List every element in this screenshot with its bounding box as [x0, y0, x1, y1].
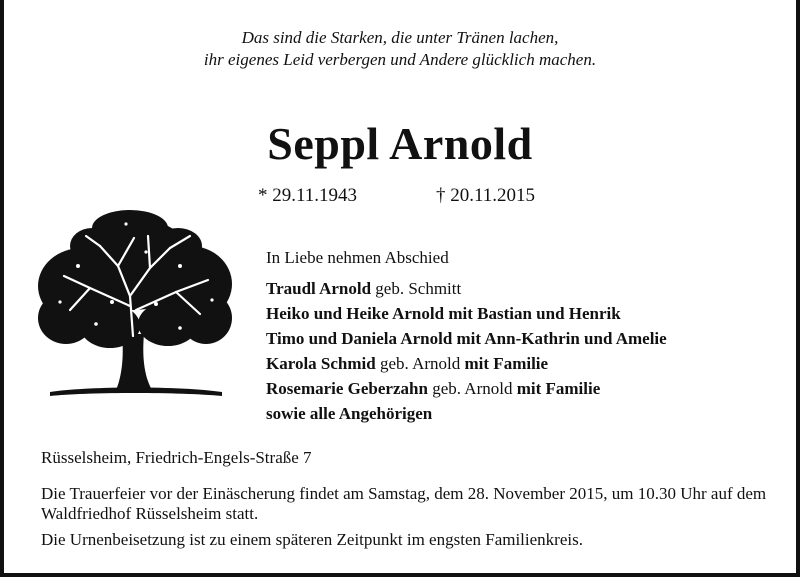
mourner-row: [266, 351, 667, 376]
mourner-row: [266, 326, 667, 351]
mourner-row: [266, 376, 667, 401]
birth-date: * 29.11.1943: [258, 185, 358, 206]
mourner-name: sowie alle Angehörigen: [266, 404, 433, 423]
mourner-extra: mit Familie: [516, 379, 601, 398]
mourner-name: Heiko und Heike Arnold mit Bastian und Henrik: [266, 304, 621, 323]
tree-illustration-icon: [30, 206, 236, 400]
farewell-intro: In Liebe nehmen Abschied: [266, 248, 449, 267]
funeral-notice-service: Die Trauerfeier vor der Einäscherung findet am Samstag, dem 28. November 2015, um 10.30 Uhr auf dem Waldfriedhof Rüsselsheim statt.: [41, 484, 767, 523]
mourner-extra: mit Familie: [464, 354, 549, 373]
mourner-row: [266, 401, 667, 426]
poem-line-2: ihr eigenes Leid verbergen und Andere glücklich machen.: [203, 50, 597, 69]
mourners-list: [266, 276, 667, 426]
address: Rüsselsheim, Friedrich-Engels-Straße 7: [41, 448, 312, 467]
mourner-name: Traudl Arnold: [266, 279, 372, 298]
mourner-suffix: geb. Schmitt: [371, 279, 462, 298]
poem-line-1: Das sind die Starken, die unter Tränen lachen,: [241, 28, 559, 47]
poem: [0, 27, 800, 71]
death-date: † 20.11.2015: [436, 185, 536, 206]
deceased-name: Seppl Arnold: [267, 118, 533, 169]
funeral-notice-urn: Die Urnenbeisetzung ist zu einem späteren Zeitpunkt im engsten Familienkreis.: [41, 530, 583, 549]
mourner-name: Timo und Daniela Arnold mit Ann-Kathrin und Amelie: [266, 329, 667, 348]
mourner-name: Karola Schmid: [266, 354, 376, 373]
mourner-name: Rosemarie Geberzahn: [266, 379, 428, 398]
mourner-row: [266, 276, 667, 301]
mourner-suffix: geb. Arnold: [375, 354, 465, 373]
mourner-suffix: geb. Arnold: [427, 379, 517, 398]
mourner-row: [266, 301, 667, 326]
funeral-notice: [41, 484, 771, 550]
